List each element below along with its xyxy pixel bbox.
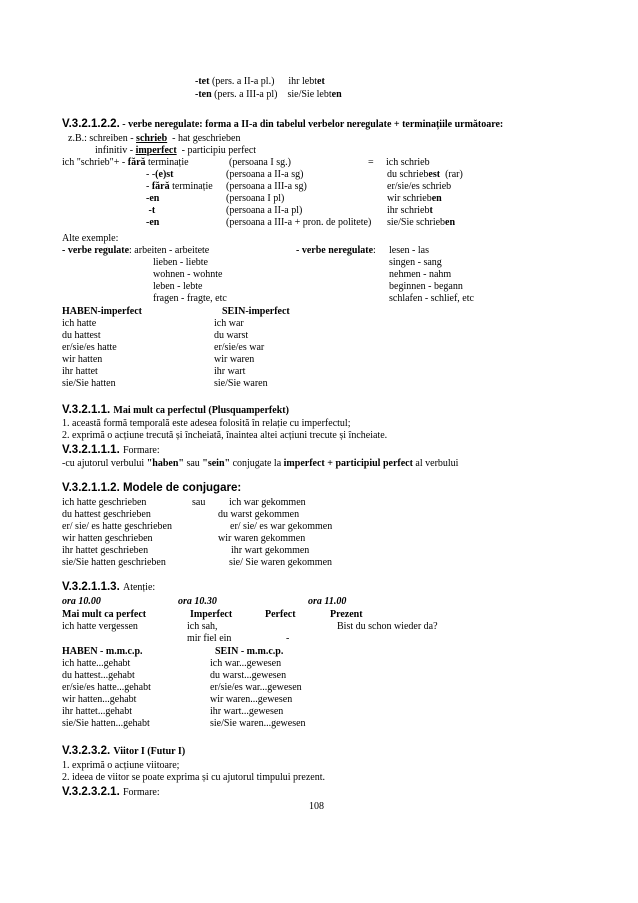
page-number: 108	[309, 801, 324, 812]
conjugation-ending: -en	[146, 217, 160, 228]
haben-imperfect-form: sie/Sie hatten	[62, 378, 116, 389]
example-text: Bist du schon wieder da?	[337, 621, 438, 632]
haben-mmcp-form: er/sie/es hatte...gehabt	[62, 682, 151, 693]
irregular-item: beginnen - begann	[389, 281, 463, 292]
conjugation-ending: - -(e)st	[146, 169, 174, 180]
haben-mmcp-form: ich hatte...gehabt	[62, 658, 131, 669]
haben-model-form: ich hatte geschrieben	[62, 497, 147, 508]
conjugation-ending: - fără terminație	[146, 181, 213, 192]
sein-model-form: du warst gekommen	[218, 509, 300, 520]
haben-imperfect-title: HABEN-imperfect	[62, 306, 142, 317]
paragraph: 1. exprimă o acțiune viitoare;	[62, 760, 180, 771]
sein-mmcp-form: du warst...gewesen	[210, 670, 287, 681]
sein-mmcp-form: ihr wart...gewesen	[210, 706, 284, 717]
tense-col-prezent: Prezent	[330, 609, 363, 620]
sein-imperfect-form: ihr wart	[214, 366, 246, 377]
haben-imperfect-form: er/sie/es hatte	[62, 342, 117, 353]
section-heading-formare: V.3.2.1.1.1. Formare:	[62, 444, 160, 456]
haben-model-form: er/ sie/ es hatte geschrieben	[62, 521, 172, 532]
paragraph: 2. exprimă o acțiune trecută și încheiată, înaintea altei acțiuni trecute și încheiate.	[62, 430, 388, 441]
conjugation-person: (persoana I pl)	[226, 193, 285, 204]
suffix-line-tet: -tet (pers. a II-a pl.) ihr lebtet	[195, 76, 325, 87]
sein-imperfect-form: ich war	[214, 318, 244, 329]
conjugation-result: wir schrieben	[387, 193, 442, 204]
conjugation-ending: -t	[148, 205, 156, 216]
conjugation-result: sie/Sie schrieben	[387, 217, 456, 228]
conjugation-person: (persoana a II-a sg)	[226, 169, 304, 180]
regular-item: fragen - fragte, etc	[153, 293, 227, 304]
haben-mmcp-form: sie/Sie hatten...gehabt	[62, 718, 150, 729]
section-heading-plusquamperfekt: V.3.2.1.1. Mai mult ca perfectul (Plusquamperfekt)	[62, 404, 289, 416]
haben-imperfect-form: ich hatte	[62, 318, 97, 329]
example-infinitive: infinitiv - imperfect - participiu perfect	[95, 145, 257, 156]
equals-sign: =	[368, 157, 374, 168]
section-heading-atentie: V.3.2.1.1.3. Atenție:	[62, 581, 156, 593]
conjugation-result: du schriebest (rar)	[387, 169, 463, 180]
example-zb: z.B.: schreiben - schrieb - hat geschrieben	[68, 133, 241, 144]
haben-model-form: ihr hattet geschrieben	[62, 545, 149, 556]
irregular-item: singen - sang	[389, 257, 442, 268]
tense-col-mmcp: Mai mult ca perfect	[62, 609, 147, 620]
haben-mmcp-form: du hattest...gehabt	[62, 670, 135, 681]
haben-imperfect-form: ihr hattet	[62, 366, 98, 377]
section-heading-formare-viitor: V.3.2.3.2.1. Formare:	[62, 786, 160, 798]
haben-imperfect-form: wir hatten	[62, 354, 103, 365]
sein-imperfect-title: SEIN-imperfect	[222, 306, 290, 317]
example-text: -	[286, 633, 290, 644]
conjugation-result: ihr schriebt	[387, 205, 433, 216]
haben-mmcp-form: ihr hattet...gehabt	[62, 706, 132, 717]
paragraph: 2. ideea de viitor se poate exprima și cu ajutorul timpului prezent.	[62, 772, 325, 783]
sein-mmcp-title: SEIN - m.m.c.p.	[215, 646, 284, 657]
example-text: mir fiel ein	[187, 633, 232, 644]
haben-mmcp-form: wir hatten...gehabt	[62, 694, 137, 705]
irregular-label: - verbe neregulate:	[296, 245, 376, 256]
sau-word: sau	[192, 497, 206, 508]
irregular-item: lesen - las	[389, 245, 429, 256]
formare-text: -cu ajutorul verbului "haben" sau "sein" conjugate la imperfect + participiul perfect al verbului	[62, 458, 459, 469]
sein-imperfect-form: er/sie/es war	[214, 342, 265, 353]
section-heading-modele: V.3.2.1.1.2. Modele de conjugare:	[62, 482, 242, 494]
sein-mmcp-form: er/sie/es war...gewesen	[210, 682, 302, 693]
conjugation-ending: ich "schrieb"+ - fără terminație	[62, 157, 189, 168]
haben-model-form: du hattest geschrieben	[62, 509, 151, 520]
section-heading-irregular-verbs: V.3.2.1.2.2. - verbe neregulate: forma a II-a din tabelul verbelor neregulate + terminațiile următoare:	[62, 118, 504, 130]
sein-mmcp-form: wir waren...gewesen	[210, 694, 293, 705]
example-text: ich sah,	[187, 621, 218, 632]
time-1: ora 10.00	[62, 596, 101, 607]
conjugation-result: er/sie/es schrieb	[387, 181, 452, 192]
sein-model-form: wir waren gekommen	[218, 533, 306, 544]
sein-mmcp-form: sie/Sie waren...gewesen	[210, 718, 306, 729]
conjugation-person: (persoana a III-a + pron. de politete)	[226, 217, 372, 228]
conjugation-ending: -en	[146, 193, 160, 204]
conjugation-person: (persoana a III-a sg)	[226, 181, 307, 192]
sein-model-form: ich war gekommen	[229, 497, 306, 508]
sein-mmcp-form: ich war...gewesen	[210, 658, 282, 669]
sein-model-form: sie/ Sie waren gekommen	[229, 557, 333, 568]
suffix-line-ten: -ten (pers. a III-a pl) sie/Sie lebten	[195, 89, 342, 100]
haben-imperfect-form: du hattest	[62, 330, 101, 341]
example-text: ich hatte vergessen	[62, 621, 138, 632]
sein-imperfect-form: du warst	[214, 330, 249, 341]
conjugation-person: (persoana a II-a pl)	[226, 205, 303, 216]
haben-model-form: sie/Sie hatten geschrieben	[62, 557, 166, 568]
regular-item: wohnen - wohnte	[153, 269, 223, 280]
haben-mmcp-title: HABEN - m.m.c.p.	[62, 646, 143, 657]
sein-model-form: ihr wart gekommen	[231, 545, 310, 556]
sein-imperfect-form: sie/Sie waren	[214, 378, 268, 389]
sein-model-form: er/ sie/ es war gekommen	[230, 521, 333, 532]
tense-col-imperfect: Imperfect	[190, 609, 233, 620]
time-3: ora 11.00	[308, 596, 347, 607]
haben-model-form: wir hatten geschrieben	[62, 533, 153, 544]
alte-heading: Alte exemple:	[62, 233, 119, 244]
paragraph: 1. această formă temporală este adesea folosită în relație cu imperfectul;	[62, 418, 351, 429]
section-heading-viitor: V.3.2.3.2. Viitor I (Futur I)	[62, 745, 186, 757]
conjugation-person: (persoana I sg.)	[229, 157, 291, 168]
time-2: ora 10.30	[178, 596, 217, 607]
regular-item: leben - lebte	[153, 281, 203, 292]
tense-col-perfect: Perfect	[265, 609, 296, 620]
sein-imperfect-form: wir waren	[214, 354, 255, 365]
regular-item: lieben - liebte	[153, 257, 208, 268]
conjugation-result: ich schrieb	[386, 157, 430, 168]
regular-label: - verbe regulate: arbeiten - arbeitete	[62, 245, 210, 256]
irregular-item: schlafen - schlief, etc	[389, 293, 474, 304]
irregular-item: nehmen - nahm	[389, 269, 452, 280]
